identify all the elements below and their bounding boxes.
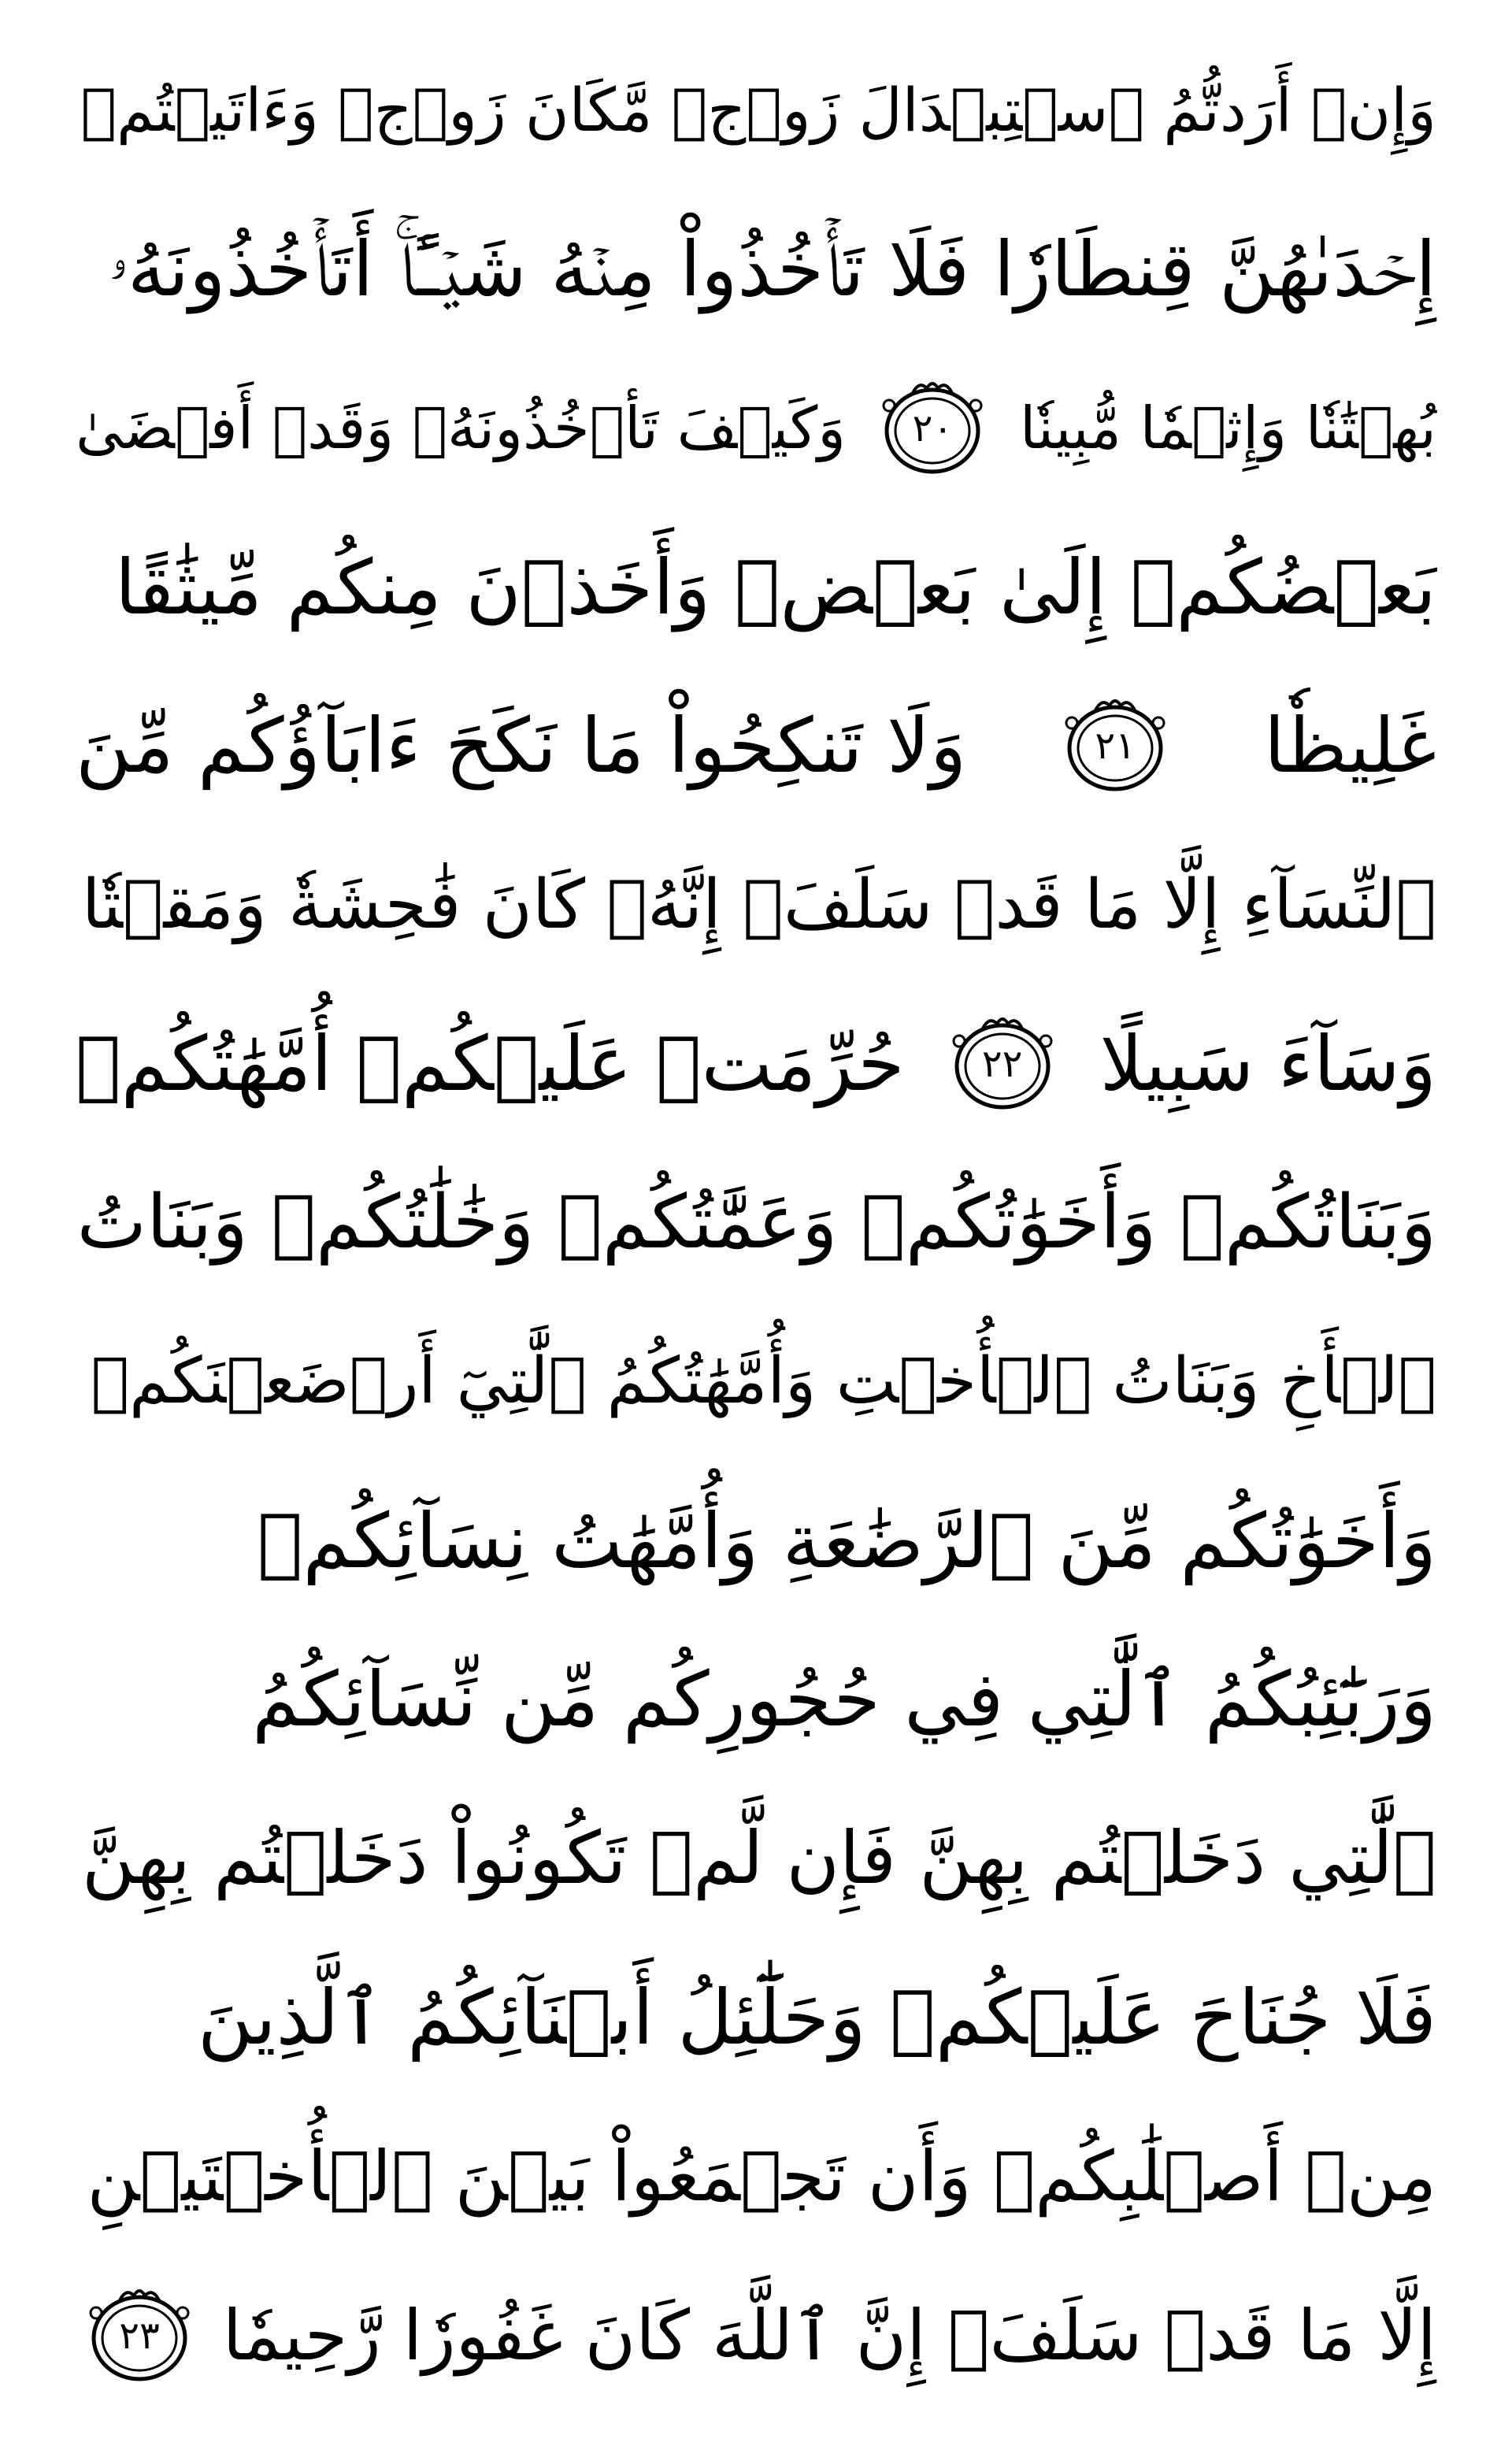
ayah-number: ٢٢ xyxy=(981,1042,1023,1087)
text-line xyxy=(76,985,1436,1143)
text-line xyxy=(76,32,1436,189)
verse-text: بُهۡتَٰنٗا وَإِثۡمٗا مُّبِينٗا xyxy=(1019,394,1436,462)
ayah-number: ٢٠ xyxy=(912,406,954,450)
text-line xyxy=(76,191,1436,348)
ayah-number: ٢٣ xyxy=(119,2313,160,2358)
text-line xyxy=(76,1144,1436,1302)
text-line xyxy=(76,2098,1436,2255)
text-line xyxy=(76,350,1436,507)
verse-text: فَلَا جُنَاحَ عَلَيۡكُمۡ وَحَلَٰٓئِلُ أَبۡنَآئِكُمُ ٱلَّذِينَ xyxy=(197,1973,1436,2062)
text-line xyxy=(76,826,1436,984)
verse-text: وَكَيۡفَ تَأۡخُذُونَهُۥ وَقَدۡ أَفۡضَىٰ xyxy=(76,394,846,462)
verse-text: وَإِنۡ أَرَدتُّمُ ٱسۡتِبۡدَالَ زَوۡجٖ مَّكَانَ زَوۡجٖ وَءَاتَيۡتُمۡ xyxy=(80,75,1436,145)
text-line xyxy=(76,1462,1436,1620)
verse-text: وَلَا تَنكِحُواْ مَا نَكَحَ ءَابَآؤُكُم مِّنَ xyxy=(76,702,967,791)
verse-text: وَبَنَاتُكُمۡ وَأَخَوَٰتُكُمۡ وَعَمَّٰتُكُمۡ وَخَٰلَٰتُكُمۡ وَبَنَاتُ xyxy=(76,1179,1436,1266)
verse-text: ٱلَّٰتِي دَخَلۡتُم بِهِنَّ فَإِن لَّمۡ تَكُونُواْ دَخَلۡتُم بِهِنَّ xyxy=(81,1816,1436,1901)
verse-text: ٱلنِّسَآءِ إِلَّا مَا قَدۡ سَلَفَۚ إِنَّهُۥ كَانَ فَٰحِشَةٗ وَمَقۡتٗا xyxy=(81,865,1436,945)
verse-text: مِنۡ أَصۡلَٰبِكُمۡ وَأَن تَجۡمَعُواْ بَيۡنَ ٱلۡأُخۡتَيۡنِ xyxy=(87,2135,1436,2217)
verse-text: إِحۡدَىٰهُنَّ قِنطَارٗا فَلَا تَأۡخُذُواْ مِنۡهُ شَيۡـًٔاۚ أَتَأۡخُذُونَهُۥ xyxy=(108,224,1436,313)
text-line xyxy=(76,667,1436,825)
quran-text-block xyxy=(76,32,1436,2414)
ayah-end-marker xyxy=(943,1013,1062,1115)
text-line xyxy=(76,1303,1436,1461)
ayah-number: ٢١ xyxy=(1095,724,1136,769)
verse-text: وَرَبَٰٓئِبُكُمُ ٱلَّٰتِي فِي حُجُورِكُم مِّن نِّسَآئِكُمُ xyxy=(252,1655,1436,1744)
text-line xyxy=(76,509,1436,666)
verse-text: حُرِّمَتۡ عَلَيۡكُمۡ أُمَّهَٰتُكُمۡ xyxy=(76,1020,905,1109)
text-line xyxy=(76,1939,1436,2096)
ayah-end-marker xyxy=(873,377,991,480)
ayah-end-marker xyxy=(80,2285,198,2387)
verse-text: غَلِيظٗا xyxy=(1264,702,1436,791)
verse-text: بَعۡضُكُمۡ إِلَىٰ بَعۡضٖ وَأَخَذۡنَ مِنكُم مِّيثَٰقًا xyxy=(114,543,1436,632)
text-line xyxy=(76,2257,1436,2414)
text-line xyxy=(76,1780,1436,1937)
verse-text: وَأَخَوَٰتُكُم مِّنَ ٱلرَّضَٰعَةِ وَأُمَّهَٰتُ نِسَآئِكُمۡ xyxy=(257,1496,1436,1585)
verse-text: وَسَآءَ سَبِيلًا xyxy=(1099,1020,1436,1109)
ayah-end-marker xyxy=(1056,695,1174,797)
verse-text: ٱلۡأَخِ وَبَنَاتُ ٱلۡأُخۡتِ وَأُمَّهَٰتُكُمُ ٱلَّٰتِيٓ أَرۡضَعۡنَكُمۡ xyxy=(91,1344,1436,1419)
verse-text: إِلَّا مَا قَدۡ سَلَفَۗ إِنَّ ٱللَّهَ كَانَ غَفُورٗا رَّحِيمٗا xyxy=(222,2294,1436,2376)
text-line xyxy=(76,1621,1436,1778)
